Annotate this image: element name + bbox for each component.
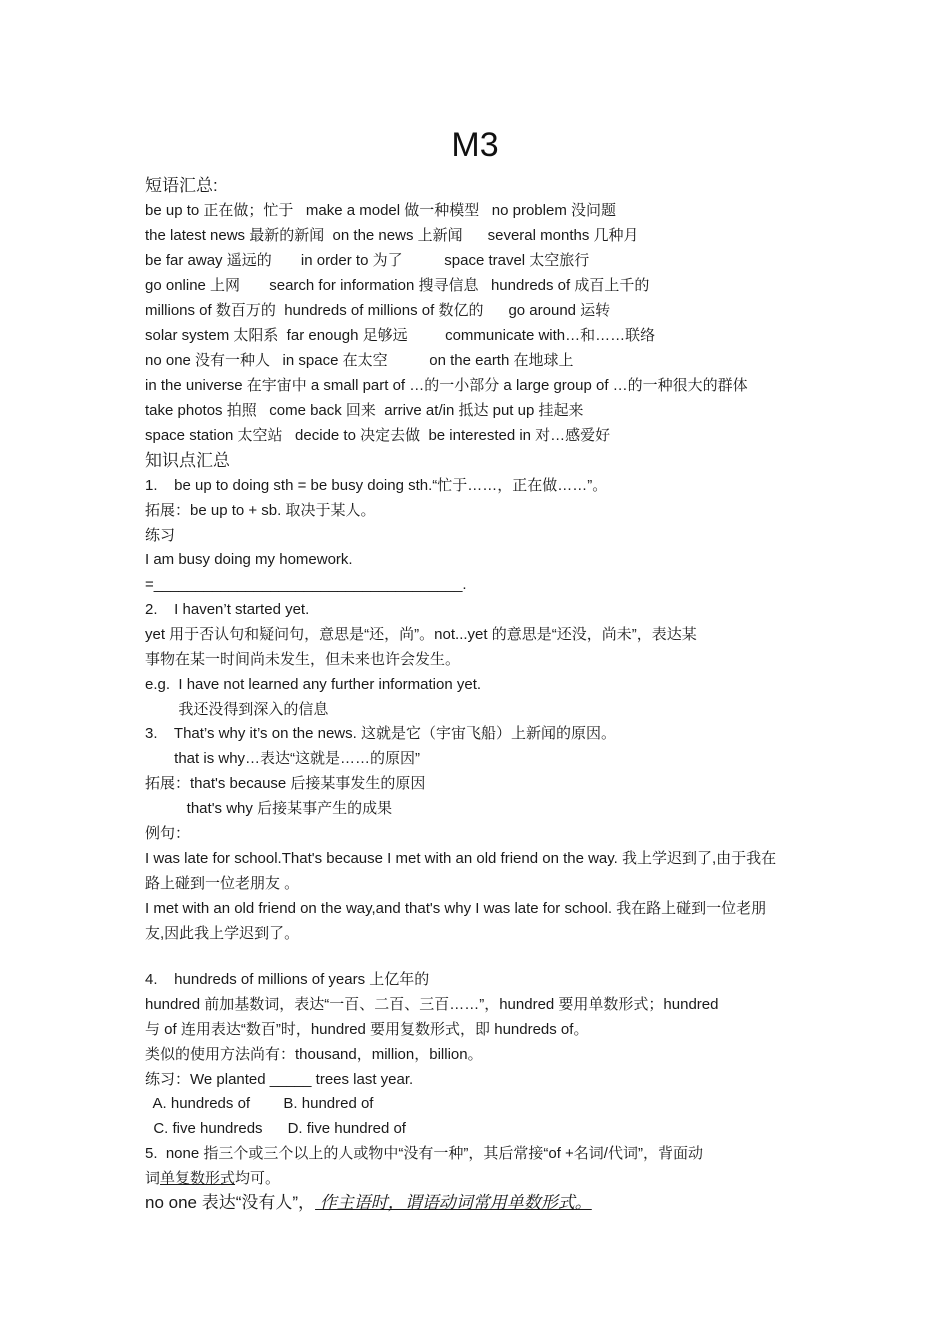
example-label: 例句：: [145, 825, 191, 842]
point-3-note: that is why…表达“这就是……的原因”: [145, 750, 421, 767]
phrase-line: be up to 正在做；忙于 make a model 做一种模型 no problem 没问题: [145, 202, 616, 219]
point-5-note-post: 均可。: [235, 1170, 281, 1187]
point-2-example: e.g. I have not learned any further information yet.: [145, 676, 482, 693]
point-5-note-pre: 词: [145, 1170, 161, 1187]
point-2-title: 2. I haven’t started yet.: [145, 601, 310, 618]
point-5-underlined: 单复数形式: [160, 1170, 236, 1187]
point-3-extension: that's why 后接某事产生的成果: [145, 800, 393, 817]
no-one-text: no one 表达“没有人”，: [145, 1193, 316, 1212]
phrase-line: go online 上网 search for information 搜寻信息 hundreds of 成百上千的: [145, 277, 650, 294]
options-row: C. five hundreds D. five hundred of: [145, 1120, 406, 1137]
phrase-line: no one 没有一种人 in space 在太空 on the earth 在地球上: [145, 352, 574, 369]
point-3-title: 3. That’s why it’s on the news. 这就是它（宇宙飞船）上新闻的原因。: [145, 725, 616, 742]
phrase-line: in the universe 在宇宙中 a small part of …的一小部分 a large group of …的一种很大的群体: [145, 377, 748, 394]
example-sentence: I was late for school.That's because I met with an old friend on the way. 我上学迟到了,由于我在: [145, 850, 777, 867]
phrase-line: space station 太空站 decide to 决定去做 be interested in 对…感爱好: [145, 427, 611, 444]
point-1-extension: 拓展：be up to + sb. 取决于某人。: [145, 502, 376, 519]
phrases-heading: 短语汇总:: [145, 176, 218, 195]
no-one-note: [145, 1191, 810, 1215]
options-row: A. hundreds of B. hundred of: [145, 1095, 374, 1112]
point-1-title: 1. be up to doing sth = be busy doing sth.“忙于……，正在做……”。: [145, 477, 608, 494]
point-4-similar: 类似的使用方法尚有：thousand，million，billion。: [145, 1046, 483, 1063]
point-2-example-translation: 我还没得到深入的信息: [145, 701, 329, 718]
page-title: M3: [451, 126, 499, 164]
point-4-explanation: 与 of 连用表达“数百”时，hundred 要用复数形式，即 hundreds of。: [145, 1021, 589, 1038]
example-sentence: I met with an old friend on the way,and that's why I was late for school. 我在路上碰到一位老朋: [145, 900, 767, 917]
points-heading: 知识点汇总: [145, 451, 230, 470]
example-sentence: 路上碰到一位老朋友 。: [145, 875, 300, 892]
phrase-line: solar system 太阳系 far enough 足够远 communicate with…和……联络: [145, 327, 656, 344]
point-2-explanation: yet 用于否认句和疑问句，意思是“还，尚”。not...yet 的意思是“还没，尚未”，表达某: [145, 626, 697, 643]
practice-label: 练习: [145, 527, 176, 544]
point-4-explanation: hundred 前加基数词，表达“一百、二百、三百……”，hundred 要用单数形式；hundred: [145, 996, 719, 1013]
no-one-emphasis: 作主语时，谓语动词常用单数形式。: [315, 1193, 592, 1212]
point-5-note: [145, 1167, 810, 1191]
point-4-practice: 练习：We planted _____ trees last year.: [145, 1071, 414, 1088]
point-3-extension: 拓展：that's because 后接某事发生的原因: [145, 775, 426, 792]
point-4-title: 4. hundreds of millions of years 上亿年的: [145, 971, 430, 988]
phrase-line: millions of 数百万的 hundreds of millions of 数亿的 go around 运转: [145, 302, 611, 319]
point-2-explanation: 事物在某一时间尚未发生，但未来也许会发生。: [145, 651, 461, 668]
example-sentence: 友,因此我上学迟到了。: [145, 925, 300, 942]
phrase-line: the latest news 最新的新闻 on the news 上新闻 several months 几种月: [145, 227, 639, 244]
answer-blank: =_____________________________________.: [145, 576, 467, 593]
point-5-title: 5. none 指三个或三个以上的人或物中“没有一种”，其后常接“of +名词/代词”，背面动: [145, 1145, 703, 1162]
phrase-line: take photos 拍照 come back 回来 arrive at/in 抵达 put up 挂起来: [145, 402, 584, 419]
phrase-line: be far away 遥远的 in order to 为了 space travel 太空旅行: [145, 252, 590, 269]
practice-sentence: I am busy doing my homework.: [145, 551, 353, 568]
